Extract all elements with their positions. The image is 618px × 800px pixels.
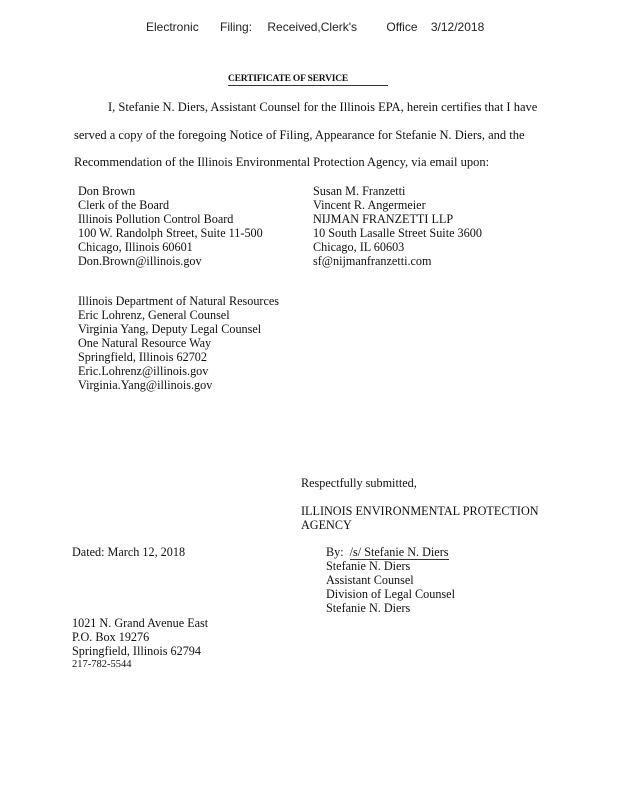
signer-title: Assistant Counsel bbox=[326, 573, 414, 587]
by-label: By: bbox=[326, 545, 344, 559]
recipient-left-city: Chicago, Illinois 60601 bbox=[78, 240, 193, 254]
recipient-left-email: Don.Brown@illinois.gov bbox=[78, 254, 202, 268]
recipient-left-org: Illinois Pollution Control Board bbox=[78, 212, 234, 226]
agency-name-line-2: AGENCY bbox=[301, 518, 352, 532]
header-electronic: Electronic bbox=[146, 20, 199, 34]
header-received: Received,Clerk's bbox=[267, 20, 358, 34]
document-title: CERTIFICATE OF SERVICE bbox=[228, 74, 388, 86]
recipient-left-title: Clerk of the Board bbox=[78, 198, 170, 212]
header-date: 3/12/2018 bbox=[430, 20, 485, 34]
body-line-3: Recommendation of the Illinois Environmental Protection Agency, via email upon: bbox=[74, 155, 490, 169]
recipient-block-dnr bbox=[78, 294, 279, 392]
recipient-right-name: Susan M. Franzetti bbox=[313, 184, 406, 198]
dated-line: Dated: March 12, 2018 bbox=[72, 545, 186, 559]
header-office: Office bbox=[386, 20, 418, 34]
respectfully-submitted: Respectfully submitted, bbox=[301, 476, 417, 490]
dnr-name-2: Virginia Yang, Deputy Legal Counsel bbox=[78, 322, 262, 336]
dnr-name-1: Eric Lohrenz, General Counsel bbox=[78, 308, 230, 322]
filing-stamp-header bbox=[146, 20, 484, 34]
signature-block bbox=[326, 545, 455, 615]
address-city: Springfield, Illinois 62794 bbox=[72, 644, 201, 658]
address-pobox: P.O. Box 19276 bbox=[72, 630, 150, 644]
recipient-right-email: sf@nijmanfranzetti.com bbox=[313, 254, 432, 268]
recipient-right-name-2: Vincent R. Angermeier bbox=[313, 198, 426, 212]
address-street: 1021 N. Grand Avenue East bbox=[72, 616, 209, 630]
recipient-left-street: 100 W. Randolph Street, Suite 11-500 bbox=[78, 226, 263, 240]
return-address bbox=[72, 616, 208, 672]
dnr-email-2: Virginia.Yang@illinois.gov bbox=[78, 378, 213, 392]
recipient-block-left bbox=[78, 184, 263, 268]
agency-name-line-1: ILLINOIS ENVIRONMENTAL PROTECTION bbox=[301, 504, 539, 518]
address-phone: 217-782-5544 bbox=[72, 659, 132, 670]
dnr-street: One Natural Resource Way bbox=[78, 336, 212, 350]
dnr-city: Springfield, Illinois 62702 bbox=[78, 350, 207, 364]
signer-name-2: Stefanie N. Diers bbox=[326, 601, 411, 615]
recipient-block-right bbox=[313, 184, 482, 268]
signer-division: Division of Legal Counsel bbox=[326, 587, 455, 601]
recipient-right-city: Chicago, IL 60603 bbox=[313, 240, 405, 254]
header-filing: Filing: bbox=[220, 20, 253, 34]
body-line-1: I, Stefanie N. Diers, Assistant Counsel for the Illinois EPA, herein certifies that I have bbox=[108, 100, 538, 114]
dnr-org: Illinois Department of Natural Resources bbox=[78, 294, 280, 308]
signer-name: Stefanie N. Diers bbox=[326, 559, 411, 573]
dnr-email-1: Eric.Lohrenz@illinois.gov bbox=[78, 364, 209, 378]
body-line-2: served a copy of the foregoing Notice of Filing, Appearance for Stefanie N. Diers, and the bbox=[74, 128, 525, 142]
signature-line: /s/ Stefanie N. Diers bbox=[349, 545, 449, 559]
recipient-right-firm: NIJMAN FRANZETTI LLP bbox=[313, 212, 454, 226]
recipient-right-street: 10 South Lasalle Street Suite 3600 bbox=[313, 226, 482, 240]
recipient-left-name: Don Brown bbox=[78, 184, 136, 198]
agency-name bbox=[301, 504, 539, 532]
